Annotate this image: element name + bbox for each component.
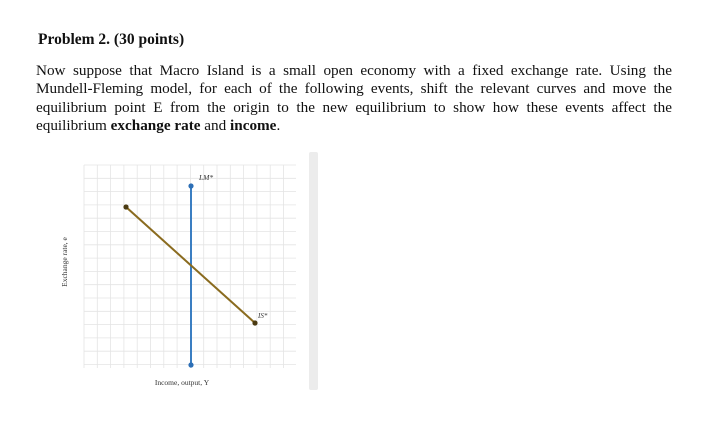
graph-scrollbar[interactable] — [309, 152, 318, 390]
problem-text-part-3: . — [276, 117, 281, 135]
problem-title: Problem 2. (30 points) — [38, 31, 185, 48]
lm-curve-top-handle[interactable] — [188, 183, 193, 188]
is-curve-bottom-handle[interactable] — [252, 320, 257, 325]
income-bold: income — [230, 117, 277, 135]
is-curve-label: IS* — [258, 312, 268, 320]
y-axis-label: Exchange rate, e — [60, 237, 69, 287]
lm-curve-bottom-handle[interactable] — [188, 362, 193, 367]
exchange-rate-bold: exchange rate — [110, 117, 201, 135]
problem-text-part-2: and — [200, 117, 231, 135]
is-curve-top-handle[interactable] — [123, 204, 128, 209]
x-axis-label: Income, output, Y — [154, 378, 210, 387]
lm-curve-label: LM* — [199, 173, 214, 182]
problem-text-part-1: Now suppose that Macro Island is a small open economy with a fixed exchange rate. Using the Mundell-Fleming model, for each of the following events, shift the relevant curves and move the equilibrium point E from the origin to the new equilibrium to show how these events affect the equilibrium — [36, 62, 672, 135]
